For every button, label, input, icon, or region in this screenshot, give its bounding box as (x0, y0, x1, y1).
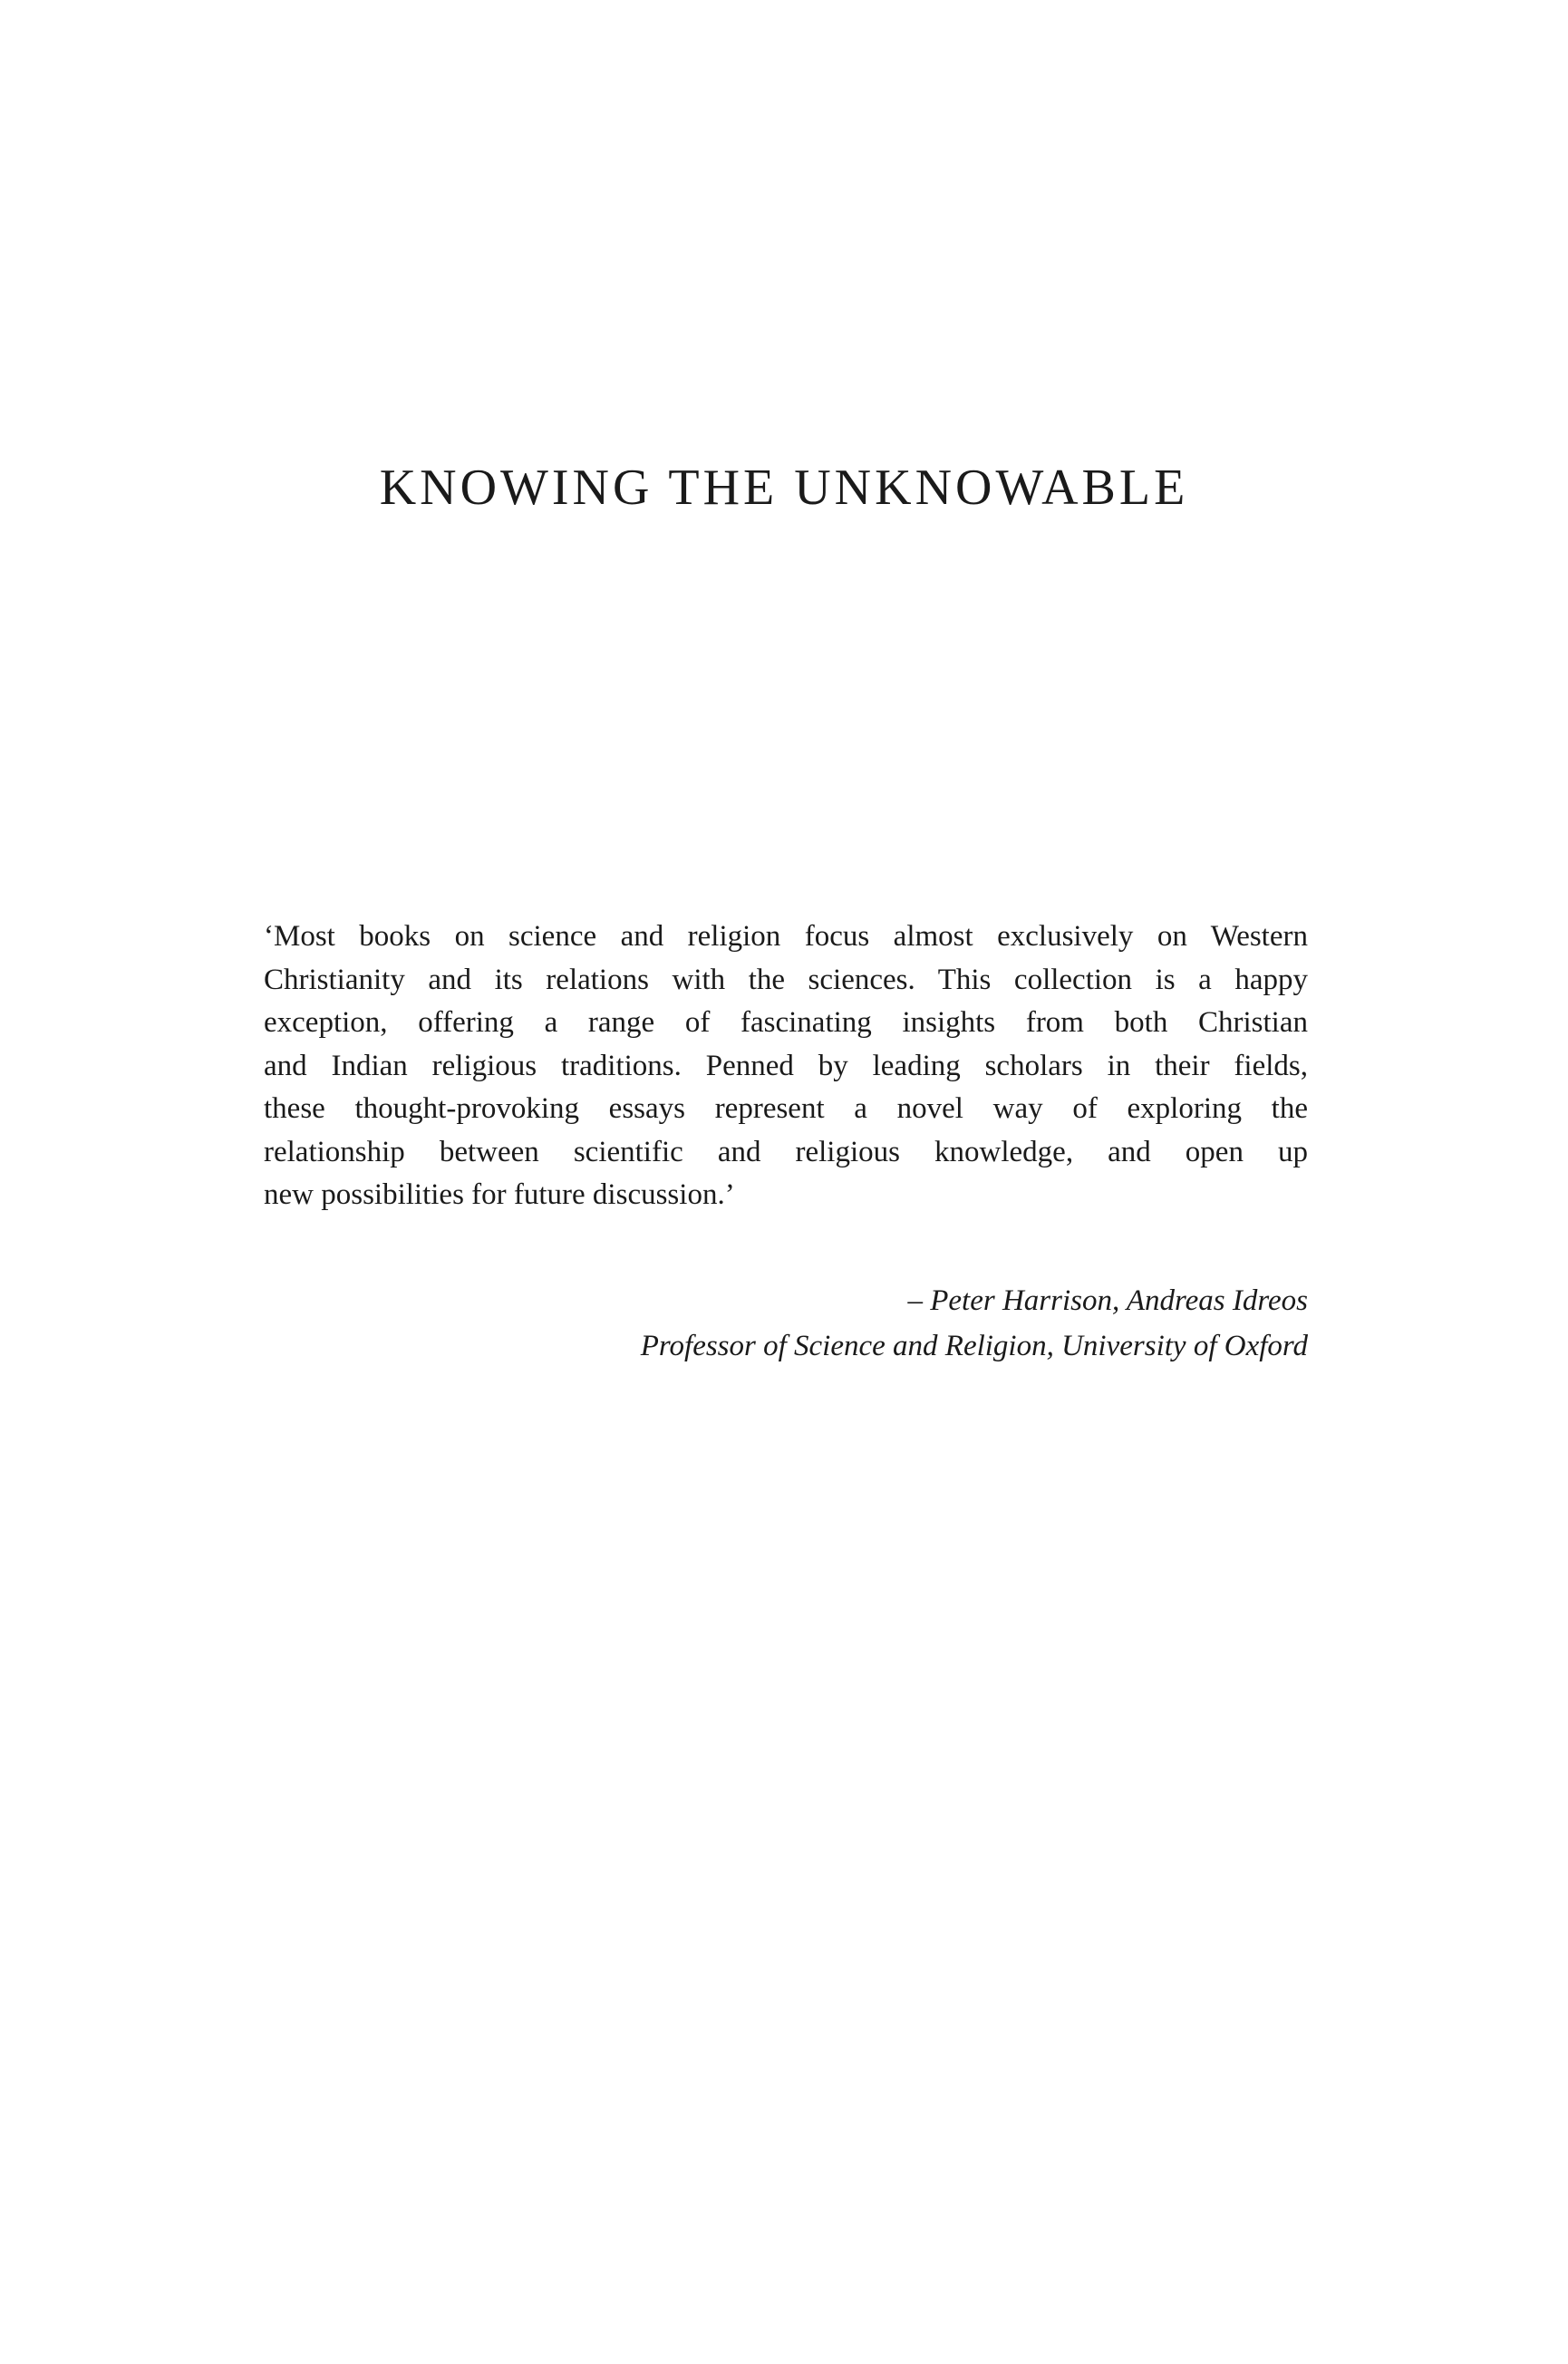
book-title: KNOWING THE UNKNOWABLE (379, 460, 1189, 516)
quote-line: ‘Most books on science and religion focus almost exclusively on Western (264, 920, 1308, 953)
endorsement-quote (264, 916, 1308, 1217)
quote-attribution (508, 1278, 1308, 1369)
attribution-position: Professor of Science and Religion, University of Oxford (640, 1330, 1308, 1362)
quote-line: exception, offering a range of fascinating insights from both Christian (264, 1006, 1308, 1039)
quote-line: and Indian religious traditions. Penned by leading scholars in their fields, (264, 1049, 1308, 1082)
quote-line: new possibilities for future discussion.’ (264, 1178, 735, 1211)
quote-line: relationship between scientific and religious knowledge, and open up (264, 1135, 1308, 1168)
quote-line: these thought-provoking essays represent a novel way of exploring the (264, 1092, 1308, 1125)
quote-line: Christianity and its relations with the sciences. This collection is a happy (264, 963, 1308, 996)
attribution-name: – Peter Harrison, Andreas Idreos (907, 1284, 1308, 1317)
